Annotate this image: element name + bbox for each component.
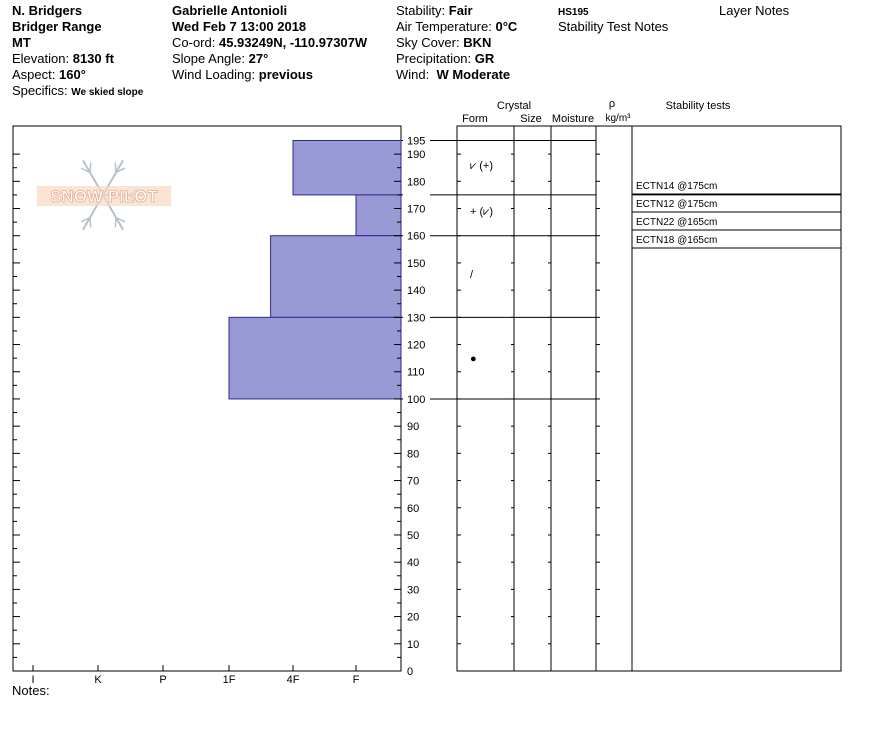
density-rho-header: ρ [608,98,616,110]
depth-tick-label: 190 [407,149,426,162]
hardness-tick-label: F [352,674,360,686]
hardness-bar [356,195,401,236]
snowflake-branch [115,218,116,228]
size-header: Size [520,113,542,125]
layer-notes-label: Layer Notes [719,3,790,18]
hardness-tick-label: K [94,674,102,686]
depth-tick-label: 10 [407,638,420,651]
slope-angle: Slope Angle: 27° [172,51,269,66]
crystal-form-symbol: ● [470,353,477,366]
site-name: N. Bridgers [12,3,83,18]
hardness-tick-label: 1F [222,674,236,686]
specifics: Specifics: We skied slope [12,83,144,98]
depth-tick-label: 180 [407,176,426,189]
hardness-bar [229,317,401,399]
stability-test-entry: ECTN12 @175cm [636,199,718,210]
crystal-form-symbol: + (⩗) [470,206,494,219]
crystal-header: Crystal [496,100,532,112]
coordinates: Co-ord: 45.93249N, -110.97307W [172,35,368,50]
depth-tick-label: 140 [407,285,426,298]
moisture-header: Moisture [551,113,595,125]
depth-tick-label: 70 [407,475,420,488]
snowflake-branch [90,218,91,228]
depth-tick-label: 160 [407,230,426,243]
depth-tick-label: 80 [407,448,420,461]
snowflake-branch [90,163,91,173]
stability: Stability: Fair [396,3,473,18]
hardness-tick-label: I [31,674,35,686]
form-header: Form [462,113,488,125]
hardness-bar [271,236,401,318]
air-temperature: Air Temperature: 0°C [396,19,518,34]
observation-datetime: Wed Feb 7 13:00 2018 [172,19,307,34]
wind: Wind: W Moderate [396,67,511,82]
depth-tick-label: 0 [407,666,414,678]
hardness-tick-label: P [159,674,167,686]
wind-loading: Wind Loading: previous [172,67,313,82]
elevation: Elevation: 8130 ft [12,51,114,66]
snow-height: HS195 [558,7,589,18]
depth-tick-label: 170 [407,203,426,216]
stability-test-entry: ECTN18 @165cm [636,235,718,246]
depth-tick-label: 60 [407,502,420,515]
depth-tick-label: 110 [407,366,425,379]
depth-tick-label: 120 [407,339,426,352]
hardness-tick-label: 4F [286,674,300,686]
depth-tick-label: 195 [407,135,426,148]
site-state: MT [12,35,31,50]
hardness-bar [293,141,401,195]
site-range: Bridger Range [12,19,102,34]
stability-test-entry: ECTN22 @165cm [636,217,718,228]
observer-name: Gabrielle Antonioli [172,3,288,18]
depth-tick-label: 40 [407,557,420,570]
stability-test-notes-label: Stability Test Notes [558,19,669,34]
snowflake-branch [115,163,116,173]
precipitation: Precipitation: GR [396,51,495,66]
depth-tick-label: 100 [407,393,426,406]
snow-pilot-logo: SNOW PILOT [50,187,158,206]
stability-test-entry: ECTN14 @175cm [636,181,718,192]
depth-tick-label: 90 [407,421,420,434]
density-unit-header: kg/m³ [605,113,631,124]
notes-label: Notes: [12,683,50,698]
depth-tick-label: 50 [407,529,420,542]
crystal-form-symbol: / [470,268,474,281]
depth-tick-label: 150 [407,257,426,270]
aspect: Aspect: 160° [12,67,86,82]
stability-tests-header: Stability tests [665,100,731,112]
depth-tick-label: 30 [407,584,420,597]
crystal-form-symbol: ⩗ (+) [470,159,494,172]
depth-tick-label: 20 [407,611,420,624]
sky-cover: Sky Cover: BKN [396,35,492,50]
depth-tick-label: 130 [407,312,426,325]
